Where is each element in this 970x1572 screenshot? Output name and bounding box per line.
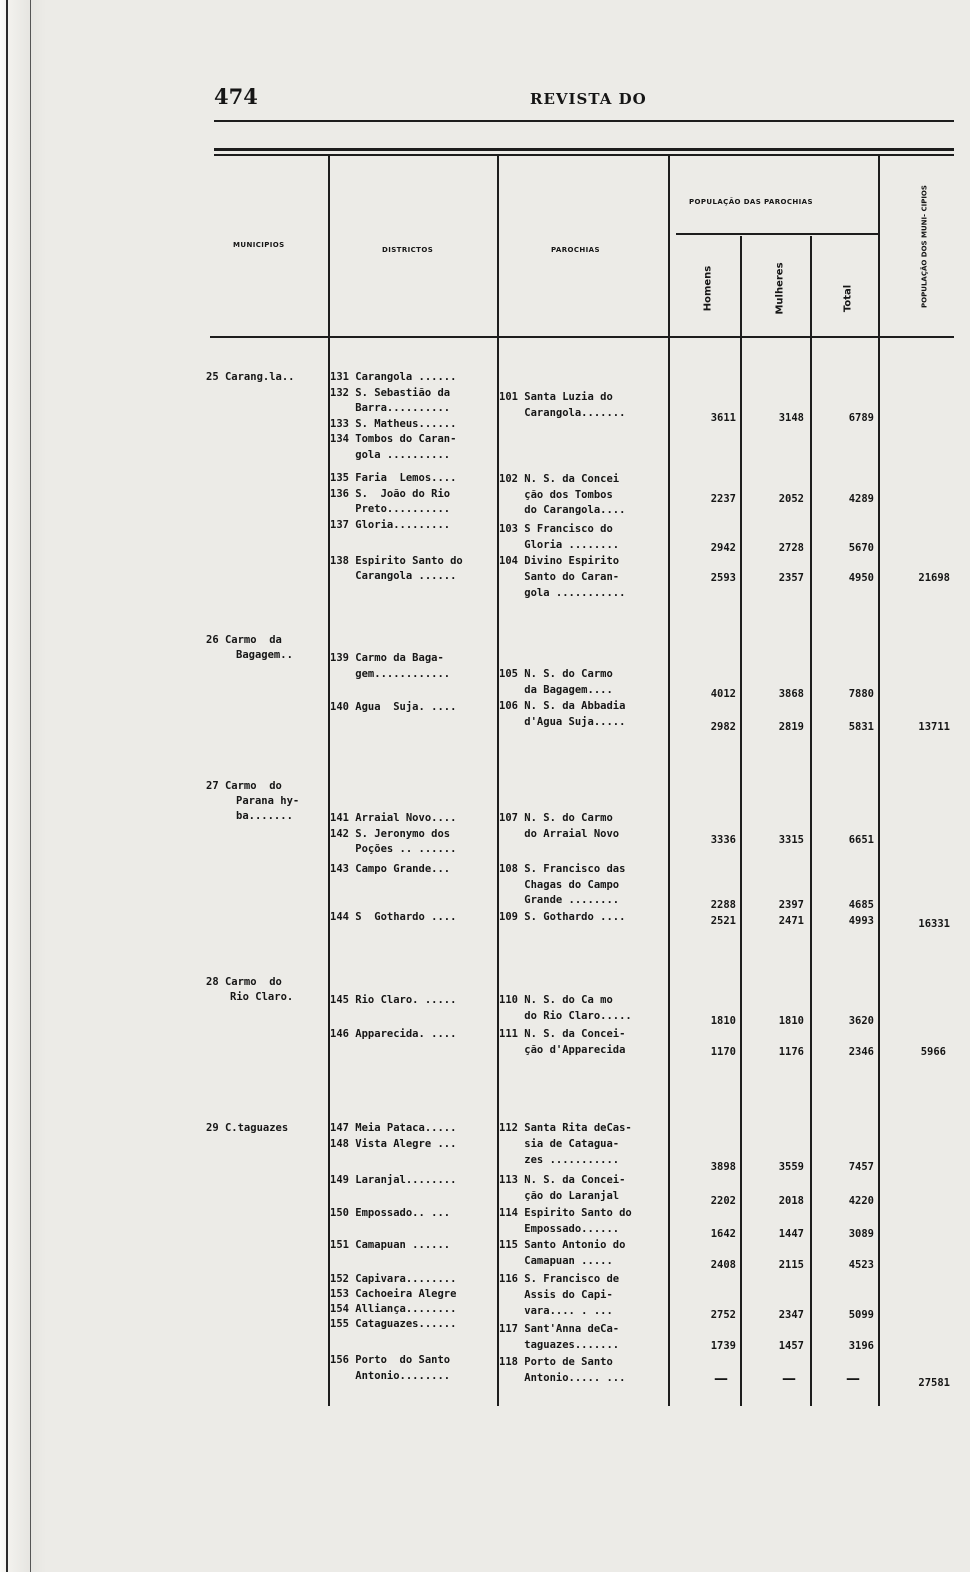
- homens-value: 1170: [710, 1046, 736, 1058]
- districto-line: Carangola ......: [330, 570, 457, 582]
- parochia-line: Camapuan .....: [499, 1255, 613, 1267]
- parochia-line: da Bagagem....: [499, 684, 613, 696]
- parochia-line: 110 N. S. do Ca mo: [499, 994, 613, 1006]
- total-value: 4289: [848, 493, 874, 505]
- districto-line: 140 Agua Suja. ....: [330, 701, 457, 713]
- mulheres-value: 3868: [778, 688, 804, 700]
- homens-value: 2982: [710, 721, 736, 733]
- parochia-line: zes ...........: [499, 1154, 620, 1166]
- header-districtos: DISTRICTOS: [382, 246, 434, 254]
- parochia-line: do Rio Claro.....: [499, 1010, 632, 1022]
- districto-line: 139 Carmo da Baga-: [330, 652, 444, 664]
- parochia-line: 112 Santa Rita deCas-: [499, 1122, 632, 1134]
- districto-line: 137 Gloria.........: [330, 519, 451, 531]
- parochia-line: 113 N. S. da Concei-: [499, 1174, 626, 1186]
- total-value: 3089: [848, 1228, 874, 1240]
- running-title: REVISTA DO: [530, 90, 647, 108]
- mulheres-value: 2018: [778, 1195, 804, 1207]
- table-top-rule: [214, 148, 954, 151]
- municipio-entry: 28 Carmo do Rio Claro.: [206, 976, 294, 1003]
- homens-value: 2521: [710, 915, 736, 927]
- districto-line: 147 Meia Pataca.....: [330, 1122, 457, 1134]
- districto-line: 145 Rio Claro. .....: [330, 994, 457, 1006]
- districto-line: gem............: [330, 668, 451, 680]
- page-number: 474: [214, 84, 258, 109]
- districto-line: 150 Empossado.. ...: [330, 1207, 451, 1219]
- districto-line: Barra..........: [330, 402, 451, 414]
- districto-line: 132 S. Sebastião da: [330, 387, 451, 399]
- parochia-line: 115 Santo Antonio do: [499, 1239, 626, 1251]
- districto-line: 135 Faria Lemos....: [330, 472, 457, 484]
- total-value: 2346: [848, 1046, 874, 1058]
- districto-line: 143 Campo Grande...: [330, 863, 451, 875]
- parochia-line: 103 S Francisco do: [499, 523, 613, 535]
- homens-value: 4012: [710, 688, 736, 700]
- districto-line: 134 Tombos do Caran-: [330, 433, 457, 445]
- population-header-rule: [676, 233, 878, 235]
- parochia-line: sia de Catagua-: [499, 1138, 620, 1150]
- header-homens: Homens: [702, 265, 714, 312]
- districto-line: 141 Arraial Novo....: [330, 812, 457, 824]
- homens-value: 2202: [710, 1195, 736, 1207]
- parochia-line: 107 N. S. do Carmo: [499, 812, 613, 824]
- mulheres-value: 2819: [778, 721, 804, 733]
- districto-line: 142 S. Jeronymo dos: [330, 828, 451, 840]
- homens-value: 3611: [710, 412, 736, 424]
- parochia-line: 109 S. Gothardo ....: [499, 911, 626, 923]
- total-value: 5099: [848, 1309, 874, 1321]
- total-value: 4993: [848, 915, 874, 927]
- total-value: 4685: [848, 899, 874, 911]
- total-value: 3620: [848, 1015, 874, 1027]
- homens-value: 2752: [710, 1309, 736, 1321]
- parochia-line: 102 N. S. da Concei: [499, 473, 620, 485]
- header-bottom-rule: [210, 336, 954, 338]
- parochia-line: 114 Espirito Santo do: [499, 1207, 632, 1219]
- mulheres-value: 3148: [778, 412, 804, 424]
- municipio-entry: 26 Carmo da Bagagem..: [206, 634, 293, 661]
- column-divider: [878, 156, 880, 1406]
- scan-edge-line: [30, 0, 31, 1572]
- total-value: 6789: [848, 412, 874, 424]
- mulheres-value: —: [782, 1371, 796, 1387]
- mulheres-value: 1447: [778, 1228, 804, 1240]
- districto-line: 131 Carangola ......: [330, 371, 457, 383]
- mulheres-value: 2115: [778, 1259, 804, 1271]
- header-rule: [214, 120, 954, 122]
- districto-line: Preto..........: [330, 503, 451, 515]
- parochia-line: gola ...........: [499, 587, 626, 599]
- homens-value: 1739: [710, 1340, 736, 1352]
- districto-line: 149 Laranjal........: [330, 1174, 457, 1186]
- total-value: 6651: [848, 834, 874, 846]
- parochia-line: do Arraial Novo: [499, 828, 620, 840]
- districto-line: 144 S Gothardo ....: [330, 911, 457, 923]
- total-value: 4950: [848, 572, 874, 584]
- mulheres-value: 2728: [778, 542, 804, 554]
- column-divider: [740, 236, 742, 1406]
- table-top-rule: [214, 154, 954, 156]
- parochia-line: ção do Laranjal: [499, 1190, 620, 1202]
- homens-value: 1642: [710, 1228, 736, 1240]
- districto-line: 146 Apparecida. ....: [330, 1028, 457, 1040]
- parochia-line: vara.... . ...: [499, 1305, 613, 1317]
- parochia-line: Grande ........: [499, 894, 620, 906]
- header-populacao-municipios: POPULAÇÃO DOS MUNI- CIPIOS: [920, 185, 929, 308]
- mulheres-value: 1176: [778, 1046, 804, 1058]
- mulheres-value: 1810: [778, 1015, 804, 1027]
- parochia-line: 105 N. S. do Carmo: [499, 668, 613, 680]
- column-divider: [668, 156, 670, 1406]
- scan-edge-line: [6, 0, 8, 1572]
- parochia-line: do Carangola....: [499, 504, 626, 516]
- header-municipios: MUNICIPIOS: [233, 241, 285, 249]
- homens-value: 2237: [710, 493, 736, 505]
- parochia-line: taguazes.......: [499, 1339, 620, 1351]
- parochia-line: 106 N. S. da Abbadia: [499, 700, 626, 712]
- parochia-line: Chagas do Campo: [499, 879, 620, 891]
- homens-value: 2288: [710, 899, 736, 911]
- homens-value: 3336: [710, 834, 736, 846]
- parochia-line: Gloria ........: [499, 539, 620, 551]
- municipio-entry: 25 Carang.la..: [206, 371, 295, 383]
- districto-line: 153 Cachoeira Alegre: [330, 1288, 457, 1300]
- parochia-line: 111 N. S. da Concei-: [499, 1028, 626, 1040]
- header-total: Total: [842, 284, 854, 313]
- districto-line: 156 Porto do Santo: [330, 1354, 451, 1366]
- total-value: 3196: [848, 1340, 874, 1352]
- parochia-line: 101 Santa Luzia do: [499, 391, 613, 403]
- municipio-entry: 29 C.taguazes: [206, 1122, 289, 1134]
- total-value: 4220: [848, 1195, 874, 1207]
- municipio-total: 27581: [918, 1377, 950, 1389]
- homens-value: 1810: [710, 1015, 736, 1027]
- parochia-line: Santo do Caran-: [499, 571, 620, 583]
- districto-line: 136 S. João do Rio: [330, 488, 451, 500]
- parochia-line: 117 Sant'Anna deCa-: [499, 1323, 620, 1335]
- parochia-line: ção dos Tombos: [499, 489, 613, 501]
- total-value: 5831: [848, 721, 874, 733]
- homens-value: 2408: [710, 1259, 736, 1271]
- column-divider: [810, 236, 812, 1406]
- mulheres-value: 2357: [778, 572, 804, 584]
- total-value: —: [846, 1371, 860, 1387]
- mulheres-value: 3315: [778, 834, 804, 846]
- mulheres-value: 2347: [778, 1309, 804, 1321]
- districto-line: 133 S. Matheus......: [330, 418, 457, 430]
- mulheres-value: 2052: [778, 493, 804, 505]
- total-value: 5670: [848, 542, 874, 554]
- parochia-line: d'Agua Suja.....: [499, 716, 626, 728]
- total-value: 4523: [848, 1259, 874, 1271]
- header-parochias: PAROCHIAS: [551, 246, 600, 254]
- mulheres-value: 2471: [778, 915, 804, 927]
- municipio-total: 21698: [918, 572, 950, 584]
- districto-line: 155 Cataguazes......: [330, 1318, 457, 1330]
- parochia-line: Empossado......: [499, 1223, 620, 1235]
- municipio-total: 5966: [920, 1046, 946, 1058]
- parochia-line: Antonio..... ...: [499, 1372, 626, 1384]
- parochia-line: Assis do Capi-: [499, 1289, 613, 1301]
- parochia-line: ção d'Apparecida: [499, 1044, 626, 1056]
- mulheres-value: 1457: [778, 1340, 804, 1352]
- municipio-total: 16331: [918, 918, 950, 930]
- parochia-line: 108 S. Francisco das: [499, 863, 626, 875]
- municipio-total: 13711: [918, 721, 950, 733]
- districto-line: Antonio........: [330, 1370, 451, 1382]
- districto-line: gola ..........: [330, 449, 451, 461]
- parochia-line: 116 S. Francisco de: [499, 1273, 620, 1285]
- districto-line: Poções .. ......: [330, 843, 457, 855]
- districto-line: 154 Alliança........: [330, 1303, 457, 1315]
- homens-value: 3898: [710, 1161, 736, 1173]
- parochia-line: Carangola.......: [499, 407, 626, 419]
- parochia-line: 104 Divino Espirito: [499, 555, 620, 567]
- homens-value: 2593: [710, 572, 736, 584]
- mulheres-value: 3559: [778, 1161, 804, 1173]
- municipio-entry: 27 Carmo do Parana hy- ba.......: [206, 780, 300, 822]
- districto-line: 151 Camapuan ......: [330, 1239, 451, 1251]
- total-value: 7880: [848, 688, 874, 700]
- mulheres-value: 2397: [778, 899, 804, 911]
- homens-value: —: [714, 1371, 728, 1387]
- districto-line: 148 Vista Alegre ...: [330, 1138, 457, 1150]
- header-populacao-parochias: POPULAÇÃO DAS PAROCHIAS: [689, 198, 813, 206]
- homens-value: 2942: [710, 542, 736, 554]
- districto-line: 152 Capivara........: [330, 1273, 457, 1285]
- districto-line: 138 Espirito Santo do: [330, 555, 463, 567]
- header-mulheres: Mulheres: [774, 262, 786, 315]
- parochia-line: 118 Porto de Santo: [499, 1356, 613, 1368]
- total-value: 7457: [848, 1161, 874, 1173]
